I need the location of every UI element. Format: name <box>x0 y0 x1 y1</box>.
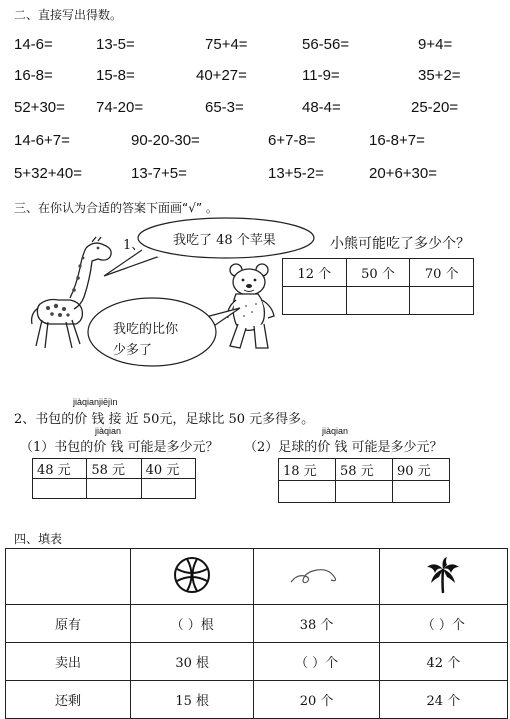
bear-bubble-line1: 我吃的比你 <box>113 322 179 337</box>
table-cell: 38 个 <box>254 605 379 643</box>
bag-price-table <box>32 458 196 499</box>
section-2-title: 二、直接写出得数。 <box>14 8 123 22</box>
row-label: 还剩 <box>6 681 131 719</box>
equation: 16-8= <box>14 67 53 84</box>
section-3-title: 三、在你认为合适的答案下面画“√” 。 <box>14 201 218 215</box>
equation: 52+30= <box>14 99 65 116</box>
question-number: 1、 <box>123 238 145 253</box>
ball-price-table <box>278 458 450 503</box>
equation: 13-7+5= <box>131 165 187 182</box>
answer-cell[interactable] <box>141 479 195 499</box>
equation: 20+6+30= <box>369 165 437 182</box>
equation: 25-20= <box>411 99 459 116</box>
equation: 9+4= <box>418 36 453 53</box>
table-cell[interactable]: （ ）根 <box>131 605 254 643</box>
pinyin-annotation: jiàqianjiējìn <box>73 397 118 407</box>
equation: 48-4= <box>302 99 341 116</box>
bear-answer-table <box>282 258 474 315</box>
equation: 90-20-30= <box>131 132 200 149</box>
answer-cell[interactable] <box>283 287 347 315</box>
question-text: 小熊可能吃了多少个？ <box>330 236 470 252</box>
equation: 14-6= <box>14 36 53 53</box>
question-2-text: 2、书包的价 钱 接 近 50元，足球比 50 元多得多。 <box>14 412 315 427</box>
giraffe-bubble-text: 我吃了 48 个苹果 <box>173 233 276 248</box>
equation: 5+32+40= <box>14 165 82 182</box>
equation: 6+7-8= <box>268 132 316 149</box>
table-cell[interactable]: （ ）个 <box>254 643 379 681</box>
answer-cell[interactable] <box>336 481 393 503</box>
pinyin-annotation: jiàqian <box>95 426 122 436</box>
option-cell: 58 元 <box>336 459 393 481</box>
rope-icon <box>287 560 347 590</box>
option-cell: 40 元 <box>141 459 195 479</box>
section-4-title: 四、填表 <box>14 532 63 546</box>
equation: 74-20= <box>96 99 144 116</box>
palm-tree-header <box>379 549 507 605</box>
equation: 75+4= <box>205 36 248 53</box>
table-cell: 30 根 <box>131 643 254 681</box>
answer-cell[interactable] <box>346 287 410 315</box>
equation: 11-9= <box>302 67 340 84</box>
question-2-part-2: （2）足球的价 钱 可能是多少元？ <box>244 440 443 455</box>
bear-bubble-line2: 少多了 <box>113 343 153 358</box>
answer-cell[interactable] <box>279 481 336 503</box>
equation: 35+2= <box>418 67 461 84</box>
basketball-header <box>131 549 254 605</box>
equation: 13-5= <box>96 36 135 53</box>
option-cell: 50 个 <box>346 259 410 287</box>
option-cell: 12 个 <box>283 259 347 287</box>
header-blank-cell <box>6 549 131 605</box>
palm-tree-icon <box>423 555 463 595</box>
equation: 14-6+7= <box>14 132 70 149</box>
table-cell[interactable]: （ ）个 <box>379 605 507 643</box>
answer-cell[interactable] <box>393 481 450 503</box>
answer-cell[interactable] <box>33 479 87 499</box>
equation: 13+5-2= <box>268 165 324 182</box>
table-cell: 15 根 <box>131 681 254 719</box>
table-cell: 42 个 <box>379 643 507 681</box>
rope-header <box>254 549 379 605</box>
row-label: 原有 <box>6 605 131 643</box>
option-cell: 48 元 <box>33 459 87 479</box>
row-label: 卖出 <box>6 643 131 681</box>
fill-in-table <box>5 548 508 719</box>
option-cell: 90 元 <box>393 459 450 481</box>
question-2-part-1: （1）书包的价 钱 可能是多少元？ <box>20 440 219 455</box>
answer-cell[interactable] <box>410 287 474 315</box>
basketball-icon <box>172 555 212 595</box>
option-cell: 18 元 <box>279 459 336 481</box>
pinyin-annotation: jiàqian <box>322 426 349 436</box>
equation: 56-56= <box>302 36 350 53</box>
table-cell: 24 个 <box>379 681 507 719</box>
equation: 16-8+7= <box>369 132 425 149</box>
answer-cell[interactable] <box>87 479 141 499</box>
equation: 65-3= <box>205 99 244 116</box>
option-cell: 70 个 <box>410 259 474 287</box>
option-cell: 58 元 <box>87 459 141 479</box>
equation: 40+27= <box>196 67 247 84</box>
table-cell: 20 个 <box>254 681 379 719</box>
equation: 15-8= <box>96 67 135 84</box>
